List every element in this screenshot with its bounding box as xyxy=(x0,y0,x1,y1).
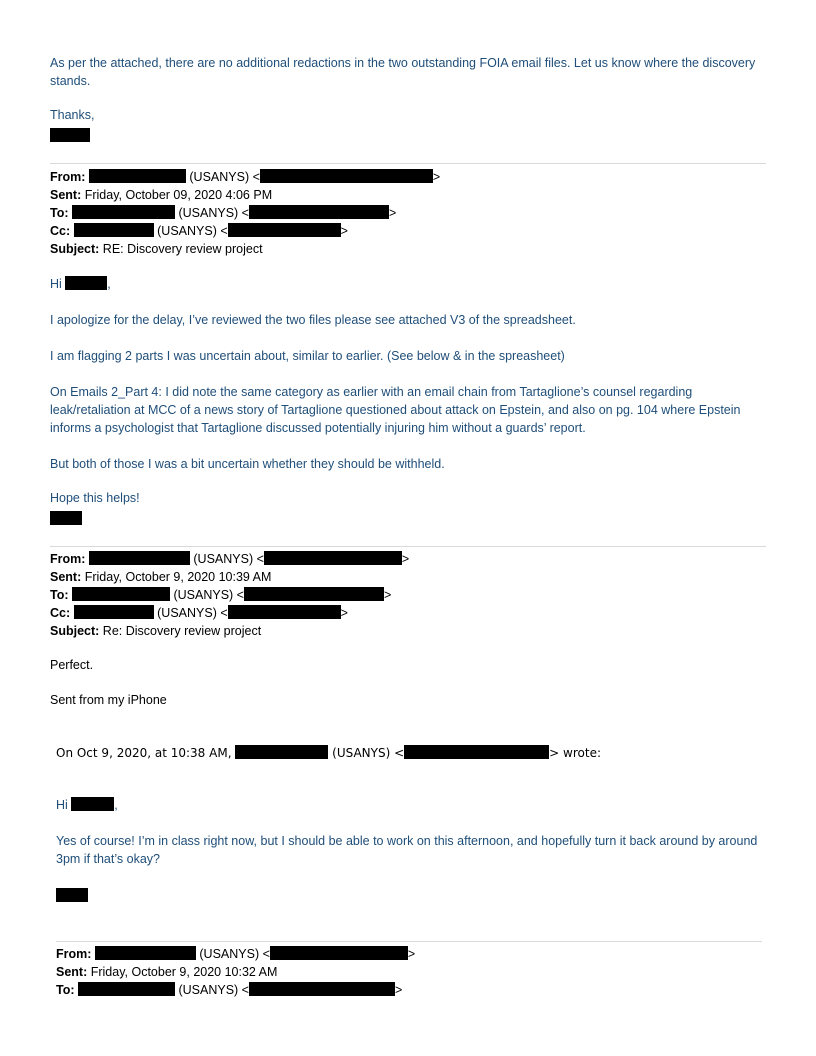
angle-close: > xyxy=(384,588,392,602)
greeting xyxy=(56,797,118,812)
redaction-block xyxy=(56,888,88,902)
affiliation: (USANYS) < xyxy=(173,588,244,602)
body-paragraph: Yes of course! I’m in class right now, but I should be able to work on this afternoon, and hopefully turn it back around by around 3pm if that’s okay? xyxy=(56,834,758,866)
affiliation: (USANYS) < xyxy=(193,552,264,566)
redaction-block xyxy=(89,551,190,565)
affiliation: (USANYS) < xyxy=(157,606,228,620)
quote-suffix: > wrote: xyxy=(549,746,601,760)
redaction-block xyxy=(74,605,154,619)
redaction-block xyxy=(50,511,82,525)
sent-label: Sent: xyxy=(56,965,88,979)
sent-row xyxy=(56,963,415,981)
greeting-text: Hi xyxy=(56,798,68,812)
greeting-text: Hi xyxy=(50,277,62,291)
body-line: Perfect. xyxy=(50,658,94,672)
cc-label: Cc: xyxy=(50,224,71,238)
cc-row xyxy=(50,222,440,240)
sent-value: Friday, October 09, 2020 4:06 PM xyxy=(84,188,273,202)
from-row xyxy=(56,945,415,963)
subject-value: Re: Discovery review project xyxy=(102,624,262,638)
email-header-1 xyxy=(50,168,440,258)
redaction-block xyxy=(89,169,186,183)
redaction-block xyxy=(72,587,170,601)
divider xyxy=(50,546,766,547)
redaction-block xyxy=(264,551,402,565)
affiliation: (USANYS) < xyxy=(157,224,228,238)
subject-row xyxy=(50,622,409,640)
quote-prefix: On Oct 9, 2020, at 10:38 AM, xyxy=(56,746,232,760)
angle-close: > xyxy=(340,224,348,238)
email-header-2 xyxy=(50,550,409,640)
from-row xyxy=(50,168,440,186)
affiliation: (USANYS) < xyxy=(199,947,270,961)
redaction-block xyxy=(50,128,90,142)
body-paragraph: I apologize for the delay, I’ve reviewed the two files please see attached V3 of the spreadsheet. xyxy=(50,313,576,327)
angle-close: > xyxy=(432,170,441,184)
redaction-block xyxy=(249,205,389,219)
to-label: To: xyxy=(56,983,75,997)
redaction-block xyxy=(235,745,328,759)
redaction-block xyxy=(72,205,175,219)
redaction-block xyxy=(95,946,196,960)
angle-close: > xyxy=(401,552,410,566)
redaction-block xyxy=(78,982,175,996)
quote-attribution xyxy=(56,745,601,760)
angle-close: > xyxy=(395,983,403,997)
greeting-comma: , xyxy=(107,277,111,291)
divider xyxy=(50,163,766,164)
from-label: From: xyxy=(50,170,86,184)
redaction-block xyxy=(249,982,395,996)
body-paragraph: But both of those I was a bit uncertain whether they should be withheld. xyxy=(50,457,445,471)
sent-row xyxy=(50,186,440,204)
angle-close: > xyxy=(407,947,416,961)
body-line: Sent from my iPhone xyxy=(50,693,167,707)
subject-row xyxy=(50,240,440,258)
divider xyxy=(56,941,762,942)
affiliation: (USANYS) < xyxy=(178,206,249,220)
sent-value: Friday, October 9, 2020 10:39 AM xyxy=(84,570,272,584)
angle-close: > xyxy=(389,206,397,220)
to-label: To: xyxy=(50,206,69,220)
sent-value: Friday, October 9, 2020 10:32 AM xyxy=(90,965,278,979)
from-label: From: xyxy=(56,947,92,961)
redaction-block xyxy=(244,587,384,601)
from-row xyxy=(50,550,409,568)
redaction-block xyxy=(260,169,433,183)
redaction-block xyxy=(71,797,114,811)
subject-label: Subject: xyxy=(50,624,100,638)
body-paragraph: I am flagging 2 parts I was uncertain about, similar to earlier. (See below & in the spreasheet) xyxy=(50,349,565,363)
redaction-block xyxy=(270,946,408,960)
email-header-4 xyxy=(56,945,415,999)
cc-label: Cc: xyxy=(50,606,71,620)
from-label: From: xyxy=(50,552,86,566)
to-row xyxy=(50,204,440,222)
to-row xyxy=(50,586,409,604)
sent-label: Sent: xyxy=(50,188,82,202)
affiliation: (USANYS) < xyxy=(178,983,249,997)
sent-row xyxy=(50,568,409,586)
to-row xyxy=(56,981,415,999)
subject-label: Subject: xyxy=(50,242,100,256)
redaction-block xyxy=(74,223,154,237)
body-paragraph: On Emails 2_Part 4: I did note the same category as earlier with an email chain from Tartaglione’s counsel regarding leak/retaliation at MCC of a news story of Tartaglione questioned about attack on Epstein, and also on pg. 104 where Epstein informs a psychologist that Tartaglione discussed potentially injuring him without a guards’ report. xyxy=(50,385,741,435)
greeting xyxy=(50,276,111,291)
intro-paragraph: As per the attached, there are no additional redactions in the two outstanding FOIA email files. Let us know where the discovery stands. xyxy=(50,56,756,88)
redaction-block xyxy=(65,276,107,290)
greeting-comma: , xyxy=(114,798,118,812)
angle-close: > xyxy=(340,606,348,620)
to-label: To: xyxy=(50,588,69,602)
redaction-block xyxy=(404,745,549,759)
thanks-line: Thanks, xyxy=(50,108,95,122)
subject-value: RE: Discovery review project xyxy=(102,242,263,256)
affiliation: (USANYS) < xyxy=(332,746,405,760)
sign-off: Hope this helps! xyxy=(50,491,140,505)
redaction-block xyxy=(228,223,341,237)
sent-label: Sent: xyxy=(50,570,82,584)
affiliation: (USANYS) < xyxy=(189,170,260,184)
redaction-block xyxy=(228,605,341,619)
cc-row xyxy=(50,604,409,622)
